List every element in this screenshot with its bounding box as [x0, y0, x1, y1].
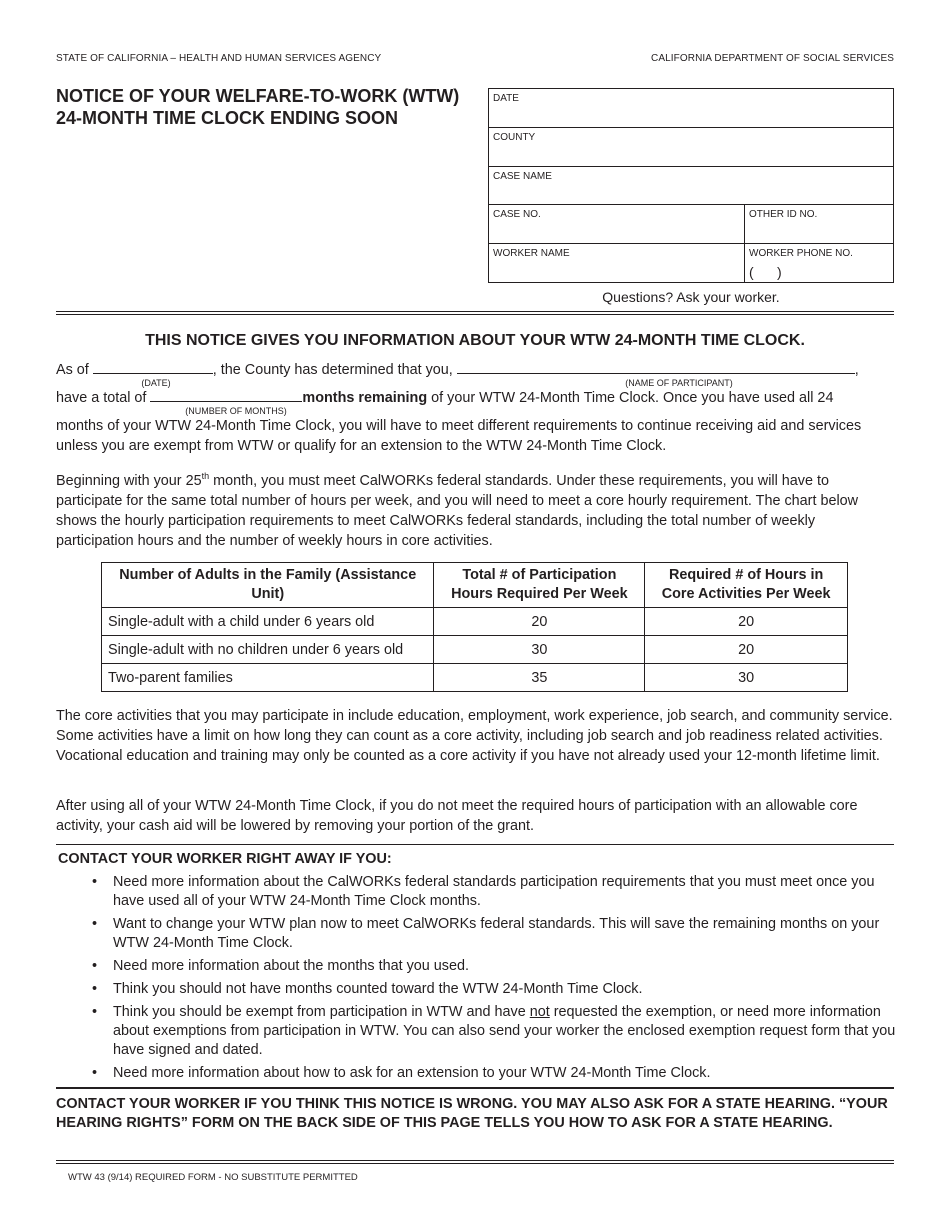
- phone-parens: ( ): [749, 264, 782, 280]
- table-cell: Single-adult with no children under 6 years old: [102, 636, 434, 664]
- para2-sup: th: [201, 471, 210, 481]
- county-determined-text: , the County has determined that you,: [212, 362, 453, 378]
- contact-heading: CONTACT YOUR WORKER RIGHT AWAY IF YOU:: [58, 851, 392, 867]
- page-title: [56, 85, 476, 129]
- worker-phone-field[interactable]: [745, 244, 895, 282]
- item5-b: requested the exemption, or need more information about exemptions from participation in WTW. You can also send your worker the enclosed exemption request form that you have signed and dated.: [113, 1004, 896, 1058]
- table-cell: 20: [645, 636, 848, 664]
- date-blank[interactable]: [93, 360, 213, 374]
- divider-single: [56, 844, 894, 845]
- county-label: COUNTY: [493, 132, 536, 143]
- as-of-text: As of: [56, 362, 89, 378]
- state-hearing-notice: CONTACT YOUR WORKER IF YOU THINK THIS NOTICE IS WRONG. YOU MAY ALSO ASK FOR A STATE HEARING. “YOUR HEARING RIGHTS” FORM ON THE BACK SIDE OF THIS PAGE TELLS YOU HOW TO ASK FOR A STATE HEARING.: [56, 1096, 888, 1131]
- title-line-1: NOTICE OF YOUR WELFARE-TO-WORK (WTW): [56, 86, 460, 106]
- federal-standards-paragraph: [56, 466, 896, 551]
- table-cell: 30: [645, 664, 848, 692]
- months-blank[interactable]: [150, 388, 302, 402]
- case-name-label: CASE NAME: [493, 171, 552, 182]
- date-caption: (DATE): [141, 378, 171, 388]
- case-no-row: [489, 205, 893, 244]
- case-no-field[interactable]: [489, 205, 745, 243]
- table-cell: 20: [645, 608, 848, 636]
- other-id-field[interactable]: [745, 205, 895, 243]
- other-id-label: OTHER ID NO.: [749, 209, 818, 220]
- table-header: Required # of Hours in Core Activities Per Week: [645, 563, 848, 608]
- continuation-paragraph: months of your WTW 24-Month Time Clock, you will have to meet different requirements to continue receiving aid and services unless you are exempt from WTW or qualify for an extension to the WTW 24-Month Time Clock.: [56, 418, 862, 454]
- item5-a: Think you should be exempt from participation in WTW and have: [113, 1004, 530, 1020]
- months-remaining-text: months remaining: [302, 390, 428, 406]
- para2-a: Beginning with your 25: [56, 472, 202, 489]
- divider-double: [56, 311, 894, 315]
- cash-aid-paragraph: After using all of your WTW 24-Month Time Clock, if you do not meet the required hours of participation with an allowable core activity, your cash aid will be lowered by removing your portion of the grant.: [56, 798, 858, 834]
- table-cell: 30: [434, 636, 645, 664]
- core-activities-paragraph: The core activities that you may participate in include education, employment, work experience, job search, and community service. Some activities have a limit on how long they can count as a core activity, including job search and job readiness related activities. Vocational education and training may only be counted as a core activity if you have not already used your 12-month lifetime limit.: [56, 708, 893, 764]
- list-item: • Need more information about the months that you used.: [113, 957, 896, 976]
- fill-in-line-1: [56, 360, 896, 380]
- table-cell: Single-adult with a child under 6 years old: [102, 608, 434, 636]
- case-info-box: [488, 88, 894, 283]
- comma-text: ,: [854, 362, 859, 378]
- date-label: DATE: [493, 93, 519, 104]
- worker-name-field[interactable]: [489, 244, 745, 282]
- questions-note: Questions? Ask your worker.: [602, 289, 780, 305]
- item5-not: not: [529, 1004, 550, 1020]
- participation-hours-table: [101, 562, 848, 692]
- list-item: • Think you should not have months counted toward the WTW 24-Month Time Clock.: [113, 980, 896, 999]
- list-item: • Need more information about the CalWORKs federal standards participation requirements that you must meet once you have used all of your WTW 24-Month Time Clock months.: [113, 873, 896, 911]
- table-row: [102, 664, 848, 692]
- list-item: • Need more information about how to ask for an extension to your WTW 24-Month Time Clock.: [113, 1064, 896, 1083]
- worker-row: [489, 244, 893, 282]
- worker-name-label: WORKER NAME: [493, 248, 570, 259]
- divider-thick: [56, 1087, 894, 1089]
- table-cell: 20: [434, 608, 645, 636]
- list-item: • Want to change your WTW plan now to meet CalWORKs federal standards. This will save the remaining months on your WTW 24-Month Time Clock.: [113, 915, 896, 953]
- form-id: WTW 43 (9/14) REQUIRED FORM - NO SUBSTITUTE PERMITTED: [68, 1172, 358, 1183]
- table-row: [102, 608, 848, 636]
- table-header: Total # of Participation Hours Required Per Week: [434, 563, 645, 608]
- date-field[interactable]: [489, 89, 893, 128]
- table-cell: Two-parent families: [102, 664, 434, 692]
- table-header: Number of Adults in the Family (Assistance Unit): [102, 563, 434, 608]
- worker-phone-label: WORKER PHONE NO.: [749, 248, 853, 259]
- title-line-2: 24-MONTH TIME CLOCK ENDING SOON: [56, 108, 399, 128]
- table-row: [102, 636, 848, 664]
- table-header-row: [102, 563, 848, 608]
- para2-b: month, you must meet CalWORKs federal standards. Under these requirements, you will have to participate for the same total number of hours per week, and you will need to meet a core hourly requirement. The chart below shows the hourly participation requirements to meet CalWORKs federal standards, including the total number of weekly participation hours and the number of weekly hours in core activities.: [56, 472, 859, 549]
- county-field[interactable]: [489, 128, 893, 167]
- list-item: [113, 1003, 896, 1060]
- months-caption: (NUMBER OF MONTHS): [185, 406, 287, 416]
- agency-right: CALIFORNIA DEPARTMENT OF SOCIAL SERVICES: [651, 53, 894, 64]
- fill-in-line-2: [56, 388, 896, 408]
- have-total-text: have a total of: [56, 390, 147, 406]
- contact-reasons-list: [56, 873, 896, 1087]
- case-no-label: CASE NO.: [493, 209, 541, 220]
- case-name-field[interactable]: [489, 167, 893, 205]
- participant-caption: (NAME OF PARTICIPANT): [625, 378, 733, 388]
- participant-name-blank[interactable]: [457, 360, 855, 374]
- divider-double-bottom: [56, 1160, 894, 1164]
- notice-heading: THIS NOTICE GIVES YOU INFORMATION ABOUT YOUR WTW 24-MONTH TIME CLOCK.: [145, 332, 805, 349]
- agency-left: STATE OF CALIFORNIA – HEALTH AND HUMAN SERVICES AGENCY: [56, 53, 382, 64]
- table-cell: 35: [434, 664, 645, 692]
- after-months-text: of your WTW 24-Month Time Clock. Once you have used all 24: [427, 390, 834, 406]
